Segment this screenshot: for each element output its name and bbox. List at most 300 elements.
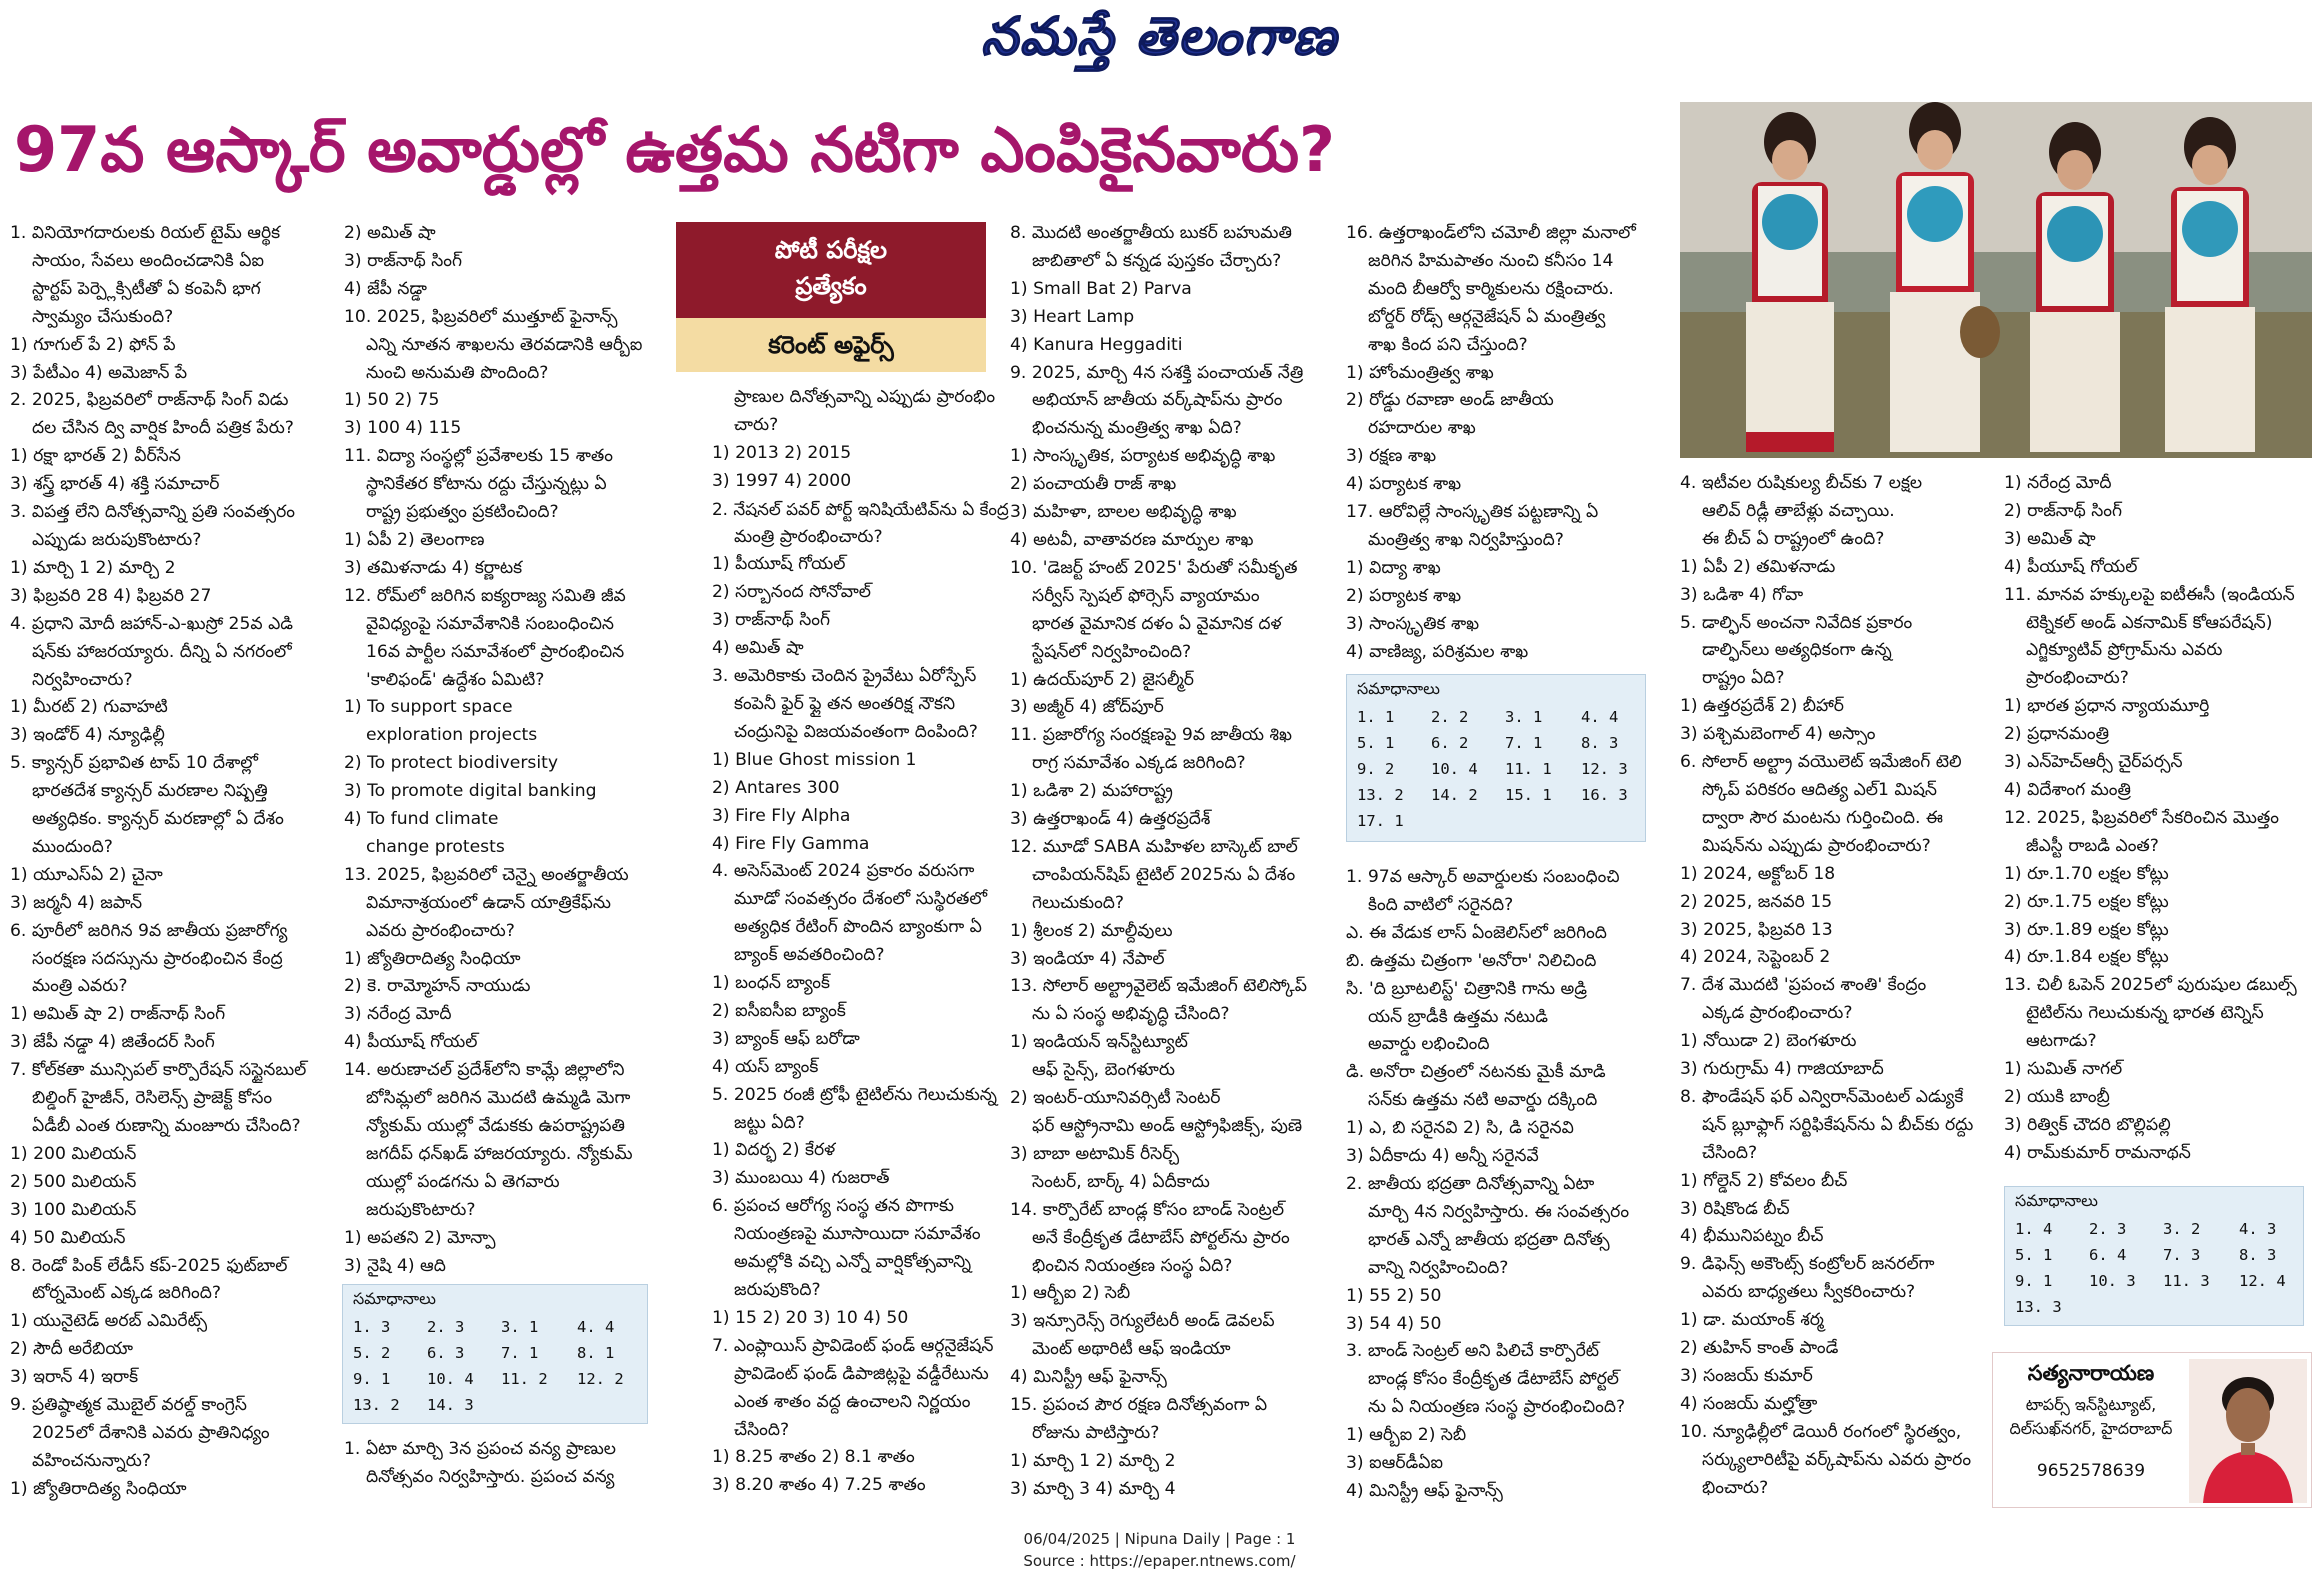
option-line: 1) మీరట్ 2) గువాహటి [10,697,168,718]
question-line: 14. కార్పొరేట్ బాండ్ల కోసం బాండ్ సెంట్రల్ [1010,1199,1284,1220]
option-line: 1) యూఎస్ఏ 2) చైనా [10,864,163,885]
answer-cell: 11. 2 [501,1370,548,1388]
badge-line1: పోటీ పరీక్షల [774,236,888,264]
question-continuation: చేసింది? [1702,1142,1758,1163]
option-line: 2) సౌదీ అరేబియా [10,1339,134,1360]
option-line: 2) అమిత్ షా [344,223,436,243]
option-line: 4) 2024, సెప్టెంబర్ 2 [1680,947,1831,968]
answer-cell: 6. 2 [1431,734,1469,752]
question-continuation: జరిగిన హిమపాతం నుంచి కనీసం 14 [1368,250,1614,271]
question-continuation: స్వామ్యం చేసుకుంది? [32,306,174,327]
answer-cell: 13. 2 [1357,786,1404,804]
option-line: 3) 100 మిలియన్ [10,1199,137,1220]
option-line: 2) కె. రామ్మోహన్ నాయుడు [344,976,531,997]
answer-cell: 12. 3 [1581,760,1628,778]
answer-cell [2089,1294,2163,1320]
question-continuation: స్కోప్ పరికరం ఆదిత్య ఎల్1 మిషన్ [1702,779,1937,800]
question-continuation: ఈ బీచ్ ఏ రాష్ట్రంలో ఉంది? [1702,528,1885,549]
option-line: 2) ప్రధానమంత్రి [2004,724,2110,745]
question-line: 11. మానవ హక్కులపై ఐటీఈసీ (ఇండియన్ [2004,584,2295,605]
question-line: 16. ఉత్తరాఖండ్‌లోని చమోలీ జిల్లా మనాలో [1346,223,1636,243]
option-line: 3) ఇరాన్ 4) ఇరాక్ [10,1367,139,1388]
question-continuation: మూడో సంవత్సరం దేశంలో సుస్థిరతలో [734,889,988,910]
option-line: 2) రోడ్డు రవాణా అండ్ జాతీయ [1346,390,1554,411]
question-continuation: వహించనున్నారు? [32,1450,151,1471]
option-line: 1) రూ.1.70 లక్షల కోట్లు [2004,863,2169,884]
question-line: 13. 2025, ఫిబ్రవరిలో చెన్నై అంతర్జాతీయ [344,864,629,885]
column-6 [1680,470,1996,1506]
option-line: 1) ఆర్బీఐ 2) సెబీ [1010,1283,1131,1304]
option-line: 3) Fire Fly Alpha [712,805,851,826]
answer-cell: 11. 1 [1505,760,1552,778]
question-continuation: షన్‌కు హాజరయ్యారు. దీన్ని ఏ నగరంలో [32,641,292,662]
answer-cell: 12. 4 [2239,1272,2286,1290]
option-line: 1) ఉదయ్‌పూర్ 2) జైసల్మీర్ [1010,669,1194,690]
question-continuation: కింది వాటిలో సరైనది? [1368,894,1514,915]
question-continuation: బ్యాంక్ అవతరించింది? [734,945,885,966]
option-line: 3) 2025, ఫిబ్రవరి 13 [1680,919,1833,940]
option-line: 3) ఐఆర్‌డీఏఐ [1346,1453,1443,1474]
answer-cell [2239,1294,2299,1320]
answer-box-title: సమాధానాలు [2015,1191,2098,1210]
option-line: 1) సుమిత్ నాగల్ [2004,1059,2123,1080]
question-continuation: ఫర్ ఆస్ట్రోనామి అండ్ ఆస్ట్రోఫిజిక్స్, పుణె [1032,1116,1303,1136]
option-line: 1) గోల్డెన్ 2) కోవలం బీచ్ [1680,1170,1848,1191]
answer-cell: 16. 3 [1581,786,1628,804]
option-line: 1) యునైటెడ్ అరబ్ ఎమిరేట్స్ [10,1311,208,1332]
option-line: 1) విదర్భ 2) కేరళ [712,1140,836,1161]
question-continuation: నిర్వహించారు? [32,669,133,690]
badge-line2: ప్రత్యేకం [795,272,867,300]
answer-box-2 [1346,674,1646,842]
question-continuation: 16వ పార్టీల సమావేశంలో ప్రారంభించిన [366,641,625,662]
question-line: 6. ప్రపంచ ఆరోగ్య సంస్థ తన పొగాకు [712,1196,954,1217]
option-line: 3) సాంస్కృతిక శాఖ [1346,613,1480,634]
question-continuation: మిషన్‌ను ఎప్పుడు ప్రారంభించారు? [1702,835,1931,856]
question-continuation: వాన్ని నిర్వహించింది? [1368,1257,1509,1278]
option-line: 3) రాజ్‌నాథ్ సింగ్ [344,250,463,271]
answer-cell: 6. 3 [427,1344,465,1362]
answer-cell: 7. 1 [501,1344,539,1362]
option-line: 4) మినిస్ట్రీ ఆఫ్ ఫైనాన్స్ [1346,1480,1503,1501]
option-line: 1) ఒడిశా 2) మహారాష్ట్ర [1010,781,1173,802]
question-line: 3. అమెరికాకు చెందిన ప్రైవేటు ఏరోస్పేస్ [712,666,977,687]
column-3 [712,384,1012,1506]
option-line: 2) తుహిన్ కాంత్ పాండే [1680,1338,1839,1359]
column-5 [1346,220,1676,670]
question-continuation: విమానాశ్రయంలో ఉడాన్ యాత్రికేఫ్‌ను [366,892,611,913]
column-1 [10,220,328,1506]
option-line: 2) రాజ్‌నాథ్ సింగ్ [2004,500,2123,521]
option-line: 1) శ్రీలంక 2) మాల్దీవులు [1010,920,1173,941]
question-continuation: యుల్లో పండగను ఏ తెగవారు [366,1171,560,1192]
question-line: 10. న్యూఢిల్లీలో డెయిరీ రంగంలో స్థిరత్వం, [1680,1421,1962,1442]
option-line: 3) 8.20 శాతం 4) 7.25 శాతం [712,1475,926,1496]
question-continuation: అమల్లోకి వచ్చి ఎన్నో వార్షికోత్సవాన్ని [734,1252,972,1273]
question-line: 1. 97వ ఆస్కార్ అవార్డులకు సంబంధించి [1346,867,1620,887]
question-line: 12. మూడో SABA మహిళల బాస్కెట్ బాల్ [1010,836,1298,857]
option-line: 1) నరేంద్ర మోదీ [2004,473,2112,493]
question-line: 7. కోల్‌కతా మున్సిపల్ కార్పొరేషన్ సస్టైనబుల్ [10,1060,307,1081]
badge-top [676,222,986,318]
answer-cell: 14. 3 [427,1396,474,1414]
option-line: 3) రిత్విక్ చౌదరి బొల్లిపల్లి [2004,1114,2171,1135]
column-5-bottom [1346,864,1676,1506]
answer-cell: 5. 2 [353,1344,391,1362]
option-line: 3) ముంబయి 4) గుజరాత్ [712,1168,890,1189]
answer-cell: 10. 4 [1431,760,1478,778]
question-continuation: కంపెనీ ఫైర్ ఫ్లై తన అంతరిక్ష నౌకని [734,693,956,714]
option-line: 1) 55 2) 50 [1346,1285,1442,1306]
answer-box-3 [2004,1186,2304,1326]
question-line: 3. విపత్త లేని దినోత్సవాన్ని ప్రతి సంవత్సరం [10,502,295,523]
answer-cell: 8. 3 [2239,1246,2277,1264]
option-line: 2) 2025, జనవరి 15 [1680,891,1833,912]
answer-cell: 14. 2 [1431,786,1478,804]
option-line: 3) జేపీ నడ్డా 4) జితేందర్ సింగ్ [10,1032,215,1053]
answer-cell: 2. 3 [2089,1220,2127,1238]
answer-box-title: సమాధానాలు [1357,679,1440,698]
answer-box-title: సమాధానాలు [353,1289,436,1308]
question-line: 12. రోమ్‌లో జరిగిన ఐక్యరాజ్య సమితి జీవ [344,585,626,606]
column-7 [2004,470,2316,1170]
question-continuation: భించిన నియంత్రణ సంస్థ ఏది? [1032,1255,1233,1276]
question-continuation: ఏడీబీ ఎంత రుణాన్ని మంజూరు చేసింది? [32,1116,301,1136]
question-continuation: అవార్డు లభించింది [1368,1034,1490,1055]
question-continuation: రాగ్ర సమావేశం ఎక్కడ జరిగింది? [1032,753,1246,774]
option-line: 1) ఏపీ 2) తెలంగాణ [344,529,485,550]
option-line: 1) ఎ, బి సరైనవి 2) సి, డి సరైనవి [1346,1118,1574,1139]
question-continuation: సంరక్షణ సదస్సును ప్రారంభించిన కేంద్ర [32,948,283,969]
question-continuation: టైటిల్‌ను గెలుచుకున్న భారత టెన్నిస్ [2026,1003,2264,1024]
option-line: 1) సాంస్కృతిక, పర్యాటక అభివృద్ధి శాఖ [1010,446,1276,467]
option-line: 2) యుకి బాంబ్రీ [2004,1086,2110,1107]
option-line: 1) ఏపీ 2) తమిళనాడు [1680,556,1836,577]
question-continuation: మంత్రి ప్రారంభించారు? [734,526,883,547]
question-line: 4. అసెస్‌మెంట్ 2024 ప్రకారం వరుసగా [712,861,975,882]
column-2-bottom [344,1436,662,1506]
question-continuation: బోర్డర్ రోడ్స్ ఆర్గనైజేషన్ ఏ మంత్రిత్వ [1368,306,1606,327]
footer-page-info: 06/04/2025 | Nipuna Daily | Page : 1 [1023,1530,1296,1548]
answer-grid [1357,704,1641,834]
answer-cell: 9. 1 [2015,1272,2053,1290]
question-line: 2. జాతీయ భద్రతా దినోత్సవాన్ని ఏటా [1346,1173,1595,1194]
answer-cell: 1. 1 [1357,708,1395,726]
photo-dancers-illustration [1680,102,2312,458]
option-line: 3) ఒడిశా 4) గోవా [1680,584,1804,605]
option-line: 4) యస్ బ్యాంక్ [712,1056,819,1077]
question-continuation: భారతదేశ క్యాన్సర్ మరణాల నిష్పత్తి [32,781,268,802]
option-line: 2) 500 మిలియన్ [10,1171,137,1192]
option-line: 3) ఏదీకాదు 4) అన్నీ సరైనవే [1346,1146,1539,1167]
answer-cell: 4. 4 [1581,708,1619,726]
question-line: 14. అరుణాచల్ ప్రదేశ్‌లోని కామ్లే జిల్లాలోని [344,1060,625,1081]
answer-grid [2015,1216,2299,1320]
option-line: 3) మార్చి 3 4) మార్చి 4 [1010,1478,1176,1499]
answer-cell [1581,808,1641,834]
answer-cell [2163,1294,2239,1320]
answer-cell: 8. 1 [577,1344,615,1362]
option-line: 1) 8.25 శాతం 2) 8.1 శాతం [712,1447,915,1468]
option-line: 3) ఇండియా 4) నేపాల్ [1010,948,1165,969]
question-continuation: బోసిమ్లలో జరిగిన మొదటి ఉమ్మడి మెగా [366,1088,631,1109]
option-line: 3) బాబా అటామిక్ రీసెర్చ్ [1010,1143,1180,1164]
question-continuation: ఎంత శాతం వద్ద ఉంచాలని నిర్ణయం [734,1391,971,1412]
option-line: 4) వాణిజ్య, పరిశ్రమల శాఖ [1346,641,1529,662]
question-line: 10. 2025, ఫిబ్రవరిలో ముత్తూట్ ఫైనాన్స్ [344,306,618,327]
option-line: 2) పర్యాటక శాఖ [1346,585,1462,606]
question-continuation: ఆలివ్ రిడ్లీ తాబేళ్లు వచ్చాయి. [1702,500,1895,521]
question-continuation: రాష్ట్రం ఏది? [1702,668,1785,689]
answer-cell: 4. 3 [2239,1220,2277,1238]
question-continuation: సర్వీస్ స్పెషల్ ఫోర్సెస్ వ్యాయామం [1032,585,1260,606]
question-continuation: నుంచి అనుమతి పొందింది? [366,362,549,383]
question-continuation: జీఎస్టీ రాబడి ఎంత? [2026,835,2159,856]
option-line: 1) 50 2) 75 [344,390,440,411]
option-line: 1) ఇండియన్ ఇన్‌స్టిట్యూట్ [1010,1032,1188,1053]
question-line: 9. 2025, మార్చి 4న సశక్తి పంచాయత్ నేత్రి [1010,362,1304,383]
answer-cell: 2. 2 [1431,708,1469,726]
headline: 97వ ఆస్కార్ అవార్డుల్లో ఉత్తమ నటిగా ఎంపికైనవారు? [14,113,1335,186]
question-line: 11. ప్రజారోగ్య సంరక్షణపై 9వ జాతీయ శిఖ [1010,725,1292,746]
question-continuation: ఎన్ని నూతన శాఖలను తెరవడానికి ఆర్బీఐ [366,334,643,355]
question-line: 7. ఎంప్లాయిస్ ప్రావిడెంట్ ఫండ్ ఆర్గనైజేషన్ [712,1335,994,1356]
question-continuation: జరుపుకొంటారు? [366,1199,476,1220]
question-continuation: నియంత్రణపై మూసాయిదా సమావేశం [734,1224,981,1245]
option-line: 3) గురుగ్రామ్ 4) గాజియాబాద్ [1680,1059,1884,1080]
question-line: 6. పూరీలో జరిగిన 9వ జాతీయ ప్రజారోగ్య [10,920,288,941]
question-continuation: బిల్డింగ్ హైజీన్, రెసిలెన్స్ ప్రాజెక్ట్ కోసం [32,1088,273,1109]
question-continuation: ఎక్కడ ప్రారంభించారు? [1702,1003,1853,1024]
question-continuation: ఎవరు బాధ్యతలు స్వీకరించారు? [1702,1282,1916,1303]
answer-cell: 15. 1 [1505,786,1552,804]
question-continuation: రాష్ట్ర ప్రభుత్వం ప్రకటించింది? [366,502,559,523]
option-line: 3) బ్యాంక్ ఆఫ్ బరోడా [712,1028,860,1049]
question-continuation: చంద్రునిపై విజయవంతంగా దింపింది? [734,721,978,742]
answer-cell: 8. 3 [1581,734,1619,752]
option-line: 1) జ్యోతిరాదిత్య సింధియా [10,1478,187,1499]
option-line: 4) అటవీ, వాతావరణ మార్పుల శాఖ [1010,529,1254,550]
option-line: 1) 200 మిలియన్ [10,1143,137,1164]
option-line: 4) రూ.1.84 లక్షల కోట్లు [2004,947,2169,968]
question-continuation: సెంటర్, బార్క్ 4) ఏదీకాదు [1032,1171,1210,1192]
question-line: 10. 'డెజర్ట్ హంట్ 2025' పేరుతో సమీకృత [1010,557,1298,578]
answer-cell: 7. 1 [1505,734,1543,752]
question-line: 17. ఆరోవిల్లే సాంస్కృతిక పట్టణాన్ని ఏ [1346,502,1599,523]
question-continuation: భించారు? [1702,1477,1769,1498]
question-line: 4. ఇటీవల రుషికుల్య బీచ్‌కు 7 లక్షల [1680,473,1923,493]
option-line: 1) మార్చి 1 2) మార్చి 2 [1010,1450,1176,1471]
option-line: 4) పర్యాటక శాఖ [1346,474,1462,495]
author-phone: 9652578639 [2036,1461,2146,1481]
question-continuation: ప్రారంభించారు? [2026,668,2129,689]
question-continuation: రహదారుల శాఖ [1368,418,1476,439]
question-line: 8. మొదటి అంతర్జాతీయ బుకర్ బహుమతి [1010,223,1292,243]
question-line: 11. విద్యా సంస్థల్లో ప్రవేశాలకు 15 శాతం [344,446,613,467]
answer-cell [1431,808,1505,834]
question-continuation: స్థానికేతర కోటాను రద్దు చేస్తున్నట్లు ఏ [366,474,607,495]
option-line: 3) అమిత్ షా [2004,528,2096,549]
option-line: 1) అమిత్ షా 2) రాజ్‌నాథ్ సింగ్ [10,1004,226,1025]
question-continuation: టోర్నమెంట్ ఎక్కడ జరిగింది? [32,1283,222,1304]
answer-grid [353,1314,637,1418]
question-line: 12. 2025, ఫిబ్రవరిలో సేకరించిన మొత్తం [2004,807,2279,828]
option-line: 4) మినిస్ట్రీ ఆఫ్ ఫైనాన్స్ [1010,1367,1167,1388]
question-continuation: ఎవరు ప్రారంభించారు? [366,920,515,941]
question-line: 2. నేషనల్ పవర్ పోర్ట్ ఇనిషియేటివ్‌ను ఏ కేంద్ర [712,498,1009,519]
answer-cell: 10. 4 [427,1370,474,1388]
option-line: 3) రక్షణ శాఖ [1346,446,1437,467]
question-continuation: అత్యధికం. క్యాన్సర్ మరణాల్లో ఏ దేశం [32,809,284,830]
question-continuation: మార్చి 4న నిర్వహిస్తారు. ఈ సంవత్సరం [1368,1201,1630,1222]
option-line: 3) పశ్చిమబెంగాల్ 4) అస్సాం [1680,724,1876,745]
option-line: 4) Fire Fly Gamma [712,833,870,854]
question-continuation: జరుపుకొంది? [734,1280,821,1300]
option-line: 2) Antares 300 [712,777,840,798]
question-continuation: ను ఏ సంస్థ అభివృద్ధి చేసింది? [1032,1004,1230,1025]
question-line: 7. దేశ మొదటి 'ప్రపంచ శాంతి' కేంద్రం [1680,975,1927,996]
badge-current-affairs: కరెంట్ అఫైర్స్ [676,318,986,372]
option-line: 3) 100 4) 115 [344,418,462,439]
option-line: 2) పంచాయతీ రాజ్ శాఖ [1010,474,1177,495]
option-line: 3) శస్త్ర్ భారత్ 4) శక్తి సమాచార్ [10,474,220,495]
question-line: 6. సోలార్ అల్ట్రా వయొలెట్ ఇమేజింగ్ టెలి [1680,752,1962,773]
option-line: 3) ఇన్సూరెన్స్ రెగ్యులేటరీ అండ్ డెవలప్ [1010,1311,1275,1332]
option-line: 1) బంధన్ బ్యాంక్ [712,973,830,994]
question-line: 9. ప్రతిష్ఠాత్మక మొబైల్ వరల్డ్ కాంగ్రెస్ [10,1395,247,1416]
answer-cell [1505,808,1581,834]
question-continuation: ముందుంది? [32,836,113,857]
question-continuation: భారత వైమానిక దళం ఏ వైమానిక దళ [1032,613,1282,634]
answer-cell: 9. 2 [1357,760,1395,778]
question-continuation: అనే కేంద్రీకృత డేటాబేస్ పోర్టల్‌ను ప్రారం [1032,1227,1290,1248]
option-line: 1) 15 2) 20 3) 10 4) 50 [712,1307,909,1328]
question-continuation: 'కాలిఫండ్' ఉద్దేశం ఏమిటి? [366,669,545,690]
option-line: 3) ఉత్తరాఖండ్ 4) ఉత్తరప్రదేశ్ [1010,809,1211,830]
option-line: 3) Heart Lamp [1010,306,1135,327]
option-line: 2) సర్బానంద సోనోవాల్ [712,582,871,603]
option-line: 1) Small Bat 2) Parva [1010,278,1192,299]
option-line: 3) To promote digital banking [344,781,597,802]
question-continuation: యన్ బ్రాడీకి ఉత్తమ నటుడి [1368,1006,1548,1027]
question-continuation: అభియాన్ జాతీయ వర్క్‌షాప్‌ను ప్రారం [1032,390,1283,411]
question-line: 8. ఫౌండేషన్ ఫర్ ఎన్విరాన్‌మెంటల్ ఎడ్యుకే [1680,1086,1964,1107]
option-line: 3) తమిళనాడు 4) కర్ణాటక [344,557,523,578]
question-continuation: న్యోకుమ్ యుల్లో వేడుకకు ఉపరాష్ట్రపతి [366,1116,625,1136]
answer-cell [577,1392,637,1418]
option-line: 2) To protect biodiversity [344,753,559,774]
question-continuation: వైవిధ్యంపై సమావేశానికి సంబంధించిన [366,613,614,634]
option-line: 3) మహిళా, బాలల అభివృద్ధి శాఖ [1010,502,1237,523]
photo-dancers [1680,102,2312,458]
author-portrait [2189,1359,2307,1503]
question-continuation: సాయం, సేవలు అందించడానికి ఏఐ [32,250,264,271]
author-name: సత్యనారాయణ [2027,1361,2155,1385]
author-institute [2001,1393,2181,1441]
question-continuation: 2025లో దేశానికి ఎవరు ప్రాతినిధ్యం [32,1422,270,1443]
question-continuation: మంది బీఆర్వో కార్మికులను రక్షించారు. [1368,278,1614,299]
question-continuation: ఎప్పుడు జరుపుకొంటారు? [32,529,202,550]
question-line: 1. ఏటా మార్చి 3న ప్రపంచ వన్య ప్రాణుల [344,1439,616,1459]
footer [0,1528,2319,1572]
answer-cell: 5. 1 [2015,1246,2053,1264]
question-line: 5. 2025 రంజీ ట్రోఫీ టైటిల్‌ను గెలుచుకున్న [712,1084,997,1105]
option-line: 1) జ్యోతిరాదిత్య సింధియా [344,948,521,969]
question-continuation: ను ఏ నియంత్రణ సంస్థ ప్రారంభించింది? [1368,1397,1626,1418]
author-photo [2189,1359,2307,1503]
answer-cell: 13. 2 [353,1396,400,1414]
answer-box-1 [342,1284,648,1424]
question-continuation: అత్యధిక రేటింగ్ పొందిన బ్యాంకుగా ఏ [734,917,982,938]
option-line: 4) 50 మిలియన్ [10,1227,126,1248]
question-continuation: దల చేసిన ద్వి వార్షిక హిందీ పత్రిక పేరు? [32,418,294,439]
option-line: 3) 54 4) 50 [1346,1313,1442,1334]
question-line: 13. సోలార్ అల్ట్రావైలెట్ ఇమేజింగ్ టెలిస్కోప్ [1010,976,1307,997]
option-line: 3) ఫిబ్రవరి 28 4) ఫిబ్రవరి 27 [10,585,212,606]
masthead-logo: నమస్తే తెలంగాణ [981,6,1338,67]
author-card [1992,1352,2312,1508]
option-line: 3) ఇండోర్ 4) న్యూఢిల్లీ [10,725,165,746]
answer-cell: 10. 3 [2089,1272,2136,1290]
question-continuation: చారు? [734,414,779,435]
option-line: 4) విదేశాంగ మంత్రి [2004,779,2131,800]
option-line: 1) హోంమంత్రిత్వ శాఖ [1346,362,1494,383]
answer-cell: 17. 1 [1357,812,1404,830]
option-line: 1) Blue Ghost mission 1 [712,749,917,770]
question-continuation: change protests [366,836,505,857]
question-line: 4. ప్రధాని మోదీ జహాన్-ఎ-ఖుస్రో 25వ ఎడి [10,613,294,634]
option-line: 1) ఆర్బీఐ 2) సెబీ [1346,1425,1467,1446]
question-line: 5. డాల్ఫిన్ అంచనా నివేదిక ప్రకారం [1680,612,1913,633]
question-line: 3. బాండ్ సెంట్రల్ అని పిలిచే కార్పొరేట్ [1346,1341,1600,1362]
footer-source: Source : https://epaper.ntnews.com/ [1023,1552,1296,1570]
option-line: 1) విద్యా శాఖ [1346,557,1441,578]
answer-cell: 3. 1 [501,1318,539,1336]
question-continuation: ద్వారా సౌర మంటను గుర్తించింది. ఈ [1702,807,1944,828]
question-line: 2. 2025, ఫిబ్రవరిలో రాజ్‌నాథ్ సింగ్ విడు [10,390,289,411]
option-line: 1) మార్చి 1 2) మార్చి 2 [10,557,176,578]
option-line: 4) పీయూష్ గోయల్ [2004,556,2138,577]
option-line: డి. అనోరా చిత్రంలో నటనకు మైకీ మాడి [1346,1062,1606,1083]
question-continuation: ఆటగాడు? [2026,1031,2097,1052]
question-continuation: సన్‌కు ఉత్తమ నటి అవార్డు దక్కింది [1368,1090,1598,1111]
answer-cell: 1. 4 [2015,1220,2053,1238]
answer-cell: 12. 2 [577,1370,624,1388]
section-badge [676,222,986,372]
question-continuation: ప్రాణుల దినోత్సవాన్ని ఎప్పుడు ప్రారంభిం [734,387,996,407]
option-line: 1) 2024, అక్టోబర్ 18 [1680,863,1836,884]
option-line: 1) పీయూష్ గోయల్ [712,554,846,575]
option-line: 4) పీయూష్ గోయల్ [344,1032,478,1053]
option-line: బి. ఉత్తమ చిత్రంగా 'అనోరా' నిలిచింది [1346,950,1597,971]
question-continuation: రోజును పాటిస్తారు? [1032,1422,1160,1443]
question-continuation: ప్రావిడెంట్ ఫండ్ డిపాజిట్లపై వడ్డీరేటును [734,1363,989,1384]
question-continuation: బాండ్ల కోసం కేంద్రీకృత డేటాబేస్ పోర్టల్ [1368,1369,1619,1390]
question-continuation: స్టార్టప్ పెర్ప్లెక్సిటీతో ఏ కంపెనీ భాగ [32,278,261,299]
question-continuation: జట్టు ఏది? [734,1112,805,1133]
option-line: 1) ఉత్తరప్రదేశ్ 2) బీహార్ [1680,696,1844,717]
answer-cell: 3. 2 [2163,1220,2201,1238]
question-continuation: జాబితాలో ఏ కన్నడ పుస్తకం చేర్చారు? [1032,250,1282,271]
option-line: 2) ఇంటర్-యూనివర్సిటీ సెంటర్ [1010,1088,1221,1109]
question-continuation: శాఖ కింద పని చేస్తుంది? [1368,334,1528,355]
question-continuation: దినోత్సవం నిర్వహిస్తారు. ప్రపంచ వన్య [366,1466,615,1487]
question-continuation: గెలుచుకుంది? [1032,892,1125,913]
option-line: ఎ. ఈ వేడుక లాస్ ఏంజెలిస్‌లో జరిగింది [1346,922,1607,943]
answer-cell: 9. 1 [353,1370,391,1388]
option-line: 1) అపతని 2) మోన్పా [344,1227,496,1248]
question-continuation: చేసింది? [734,1419,790,1440]
